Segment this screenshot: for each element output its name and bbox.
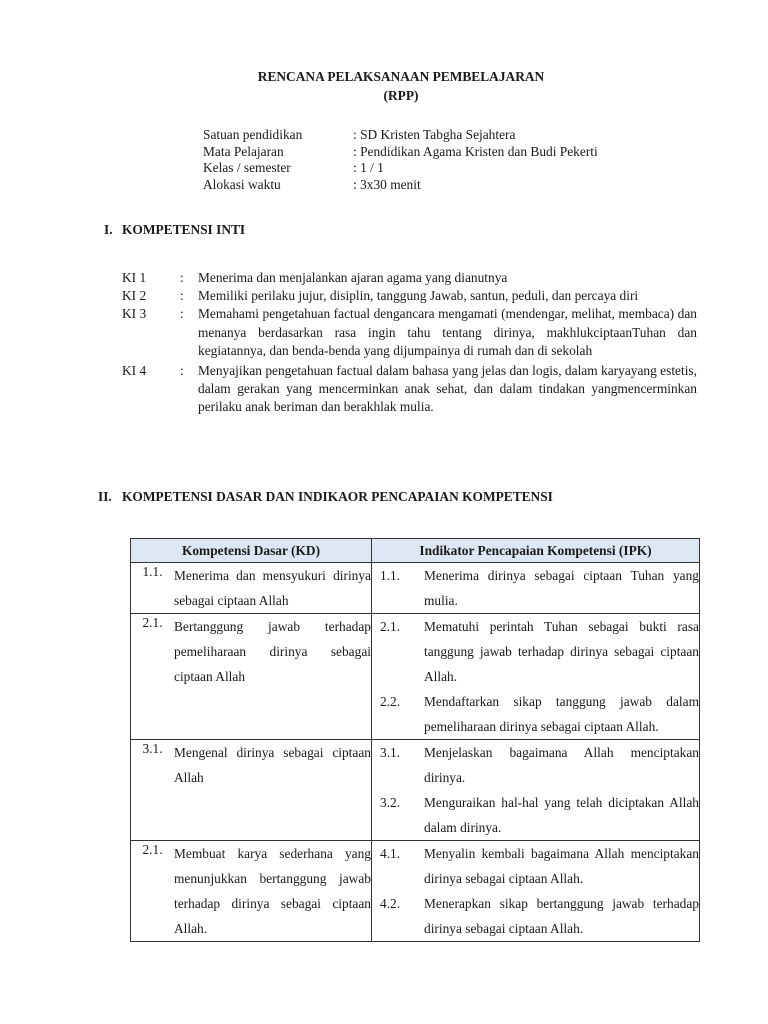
ipk-number: 4.1.: [380, 846, 401, 861]
ipk-item: [372, 740, 699, 790]
info-value: : 1 / 1: [353, 160, 384, 175]
section-number: I.: [104, 222, 113, 237]
ipk-text: Menerapkan sikap bertanggung jawab terhadap dirinya sebagai ciptaan Allah.: [424, 896, 699, 936]
info-row: [203, 177, 598, 194]
kd-cell: [131, 740, 372, 841]
table-row: [131, 841, 700, 942]
header-ipk: Indikator Pencapaian Kompetensi (IPK): [372, 539, 700, 563]
ki-colon: :: [180, 270, 184, 285]
info-label: Mata Pelajaran: [203, 143, 284, 159]
ki-text: Menerima dan menjalankan ajaran agama yang dianutnya: [198, 270, 508, 285]
ipk-number: 1.1.: [380, 568, 401, 583]
kd-number: 1.1.: [142, 564, 163, 579]
info-value: : 3x30 menit: [353, 176, 421, 192]
identity-block: [203, 127, 598, 193]
ki-item: [122, 269, 697, 287]
section-number: II.: [98, 489, 112, 504]
ipk-cell: [372, 841, 700, 942]
info-label: Alokasi waktu: [203, 176, 281, 192]
document-title: RENCANA PELAKSANAAN PEMBELAJARAN: [257, 69, 545, 84]
table-header-row: [131, 539, 700, 563]
info-value: : Pendidikan Agama Kristen dan Budi Pekerti: [353, 143, 598, 159]
table-row: [131, 740, 700, 841]
ki-code: KI 4: [122, 363, 147, 379]
kd-text: Bertanggung jawab terhadap pemeliharaan dirinya sebagai ciptaan Allah: [174, 619, 371, 684]
ipk-cell: [372, 563, 700, 614]
info-label: Kelas / semester: [203, 160, 291, 175]
info-label: Satuan pendidikan: [203, 127, 303, 142]
kd-text: Membuat karya sederhana yang menunjukkan bertanggung jawab terhadap dirinya sebagai ciptaan Allah.: [174, 846, 371, 936]
ki-text: Memahami pengetahuan factual dengancara mengamati (mendengar, melihat, membaca) dan menanya berdasarkan rasa ingin tahu tentang dirinya, makhlukciptaanTuhan dan kegiatannya, dan benda-benda yang dijumpainya di rumah dan di sekolah: [198, 306, 697, 358]
ipk-text: Menjelaskan bagaimana Allah menciptakan dirinya.: [424, 745, 699, 785]
ki-colon: :: [180, 363, 184, 379]
kd-cell: [131, 563, 372, 614]
ipk-text: Mendaftarkan sikap tanggung jawab dalam pemeliharaan dirinya sebagai ciptaan Allah.: [424, 694, 699, 734]
kd-text: Menerima dan mensyukuri dirinya sebagai ciptaan Allah: [174, 568, 371, 608]
section-heading-kd: [98, 488, 553, 506]
kompetensi-inti-list: [122, 269, 697, 417]
document-subtitle: (RPP): [383, 88, 419, 103]
ipk-text: Menguraikan hal-hal yang telah diciptakan Allah dalam dirinya.: [424, 795, 699, 835]
ki-colon: :: [180, 306, 184, 322]
ki-item: [122, 287, 697, 305]
ipk-number: 4.2.: [380, 896, 401, 911]
ipk-number: 3.1.: [380, 745, 401, 760]
info-row: [203, 127, 598, 144]
ki-item: [122, 362, 697, 417]
ipk-item: [372, 563, 699, 613]
kd-cell: [131, 614, 372, 740]
ipk-item: [372, 891, 699, 941]
ki-item: [122, 305, 697, 360]
ki-code: KI 2: [122, 288, 147, 304]
kd-text: Mengenal dirinya sebagai ciptaan Allah: [174, 745, 371, 785]
ipk-item: [372, 614, 699, 689]
ki-code: KI 3: [122, 306, 147, 322]
ki-text: Memiliki perilaku jujur, disiplin, tanggung Jawab, santun, peduli, dan percaya diri: [198, 288, 639, 304]
kd-number: 2.1.: [142, 615, 163, 630]
section-title: KOMPETENSI INTI: [122, 222, 246, 237]
ipk-cell: [372, 740, 700, 841]
ipk-text: Mematuhi perintah Tuhan sebagai bukti rasa tanggung jawab terhadap dirinya sebagai ciptaan Allah.: [424, 619, 699, 684]
ipk-text: Menyalin kembali bagaimana Allah menciptakan dirinya sebagai ciptaan Allah.: [424, 846, 699, 886]
ki-colon: :: [180, 288, 184, 304]
section-heading-ki: [104, 221, 245, 239]
table-row: [131, 614, 700, 740]
ipk-number: 3.2.: [380, 795, 401, 810]
kd-cell: [131, 841, 372, 942]
ipk-number: 2.1.: [380, 619, 401, 634]
ki-code: KI 1: [122, 270, 147, 285]
kd-number: 2.1.: [142, 842, 163, 857]
info-row: [203, 144, 598, 161]
table-row: [131, 563, 700, 614]
kd-ipk-table: [130, 538, 700, 942]
ipk-item: [372, 689, 699, 739]
ipk-text: Menerima dirinya sebagai ciptaan Tuhan yang mulia.: [424, 568, 699, 608]
ipk-number: 2.2.: [380, 694, 401, 709]
ipk-item: [372, 841, 699, 891]
header-kd: Kompetensi Dasar (KD): [131, 539, 372, 563]
ipk-cell: [372, 614, 700, 740]
ki-text: Menyajikan pengetahuan factual dalam bahasa yang jelas dan logis, dalam karyayang estetis, dalam gerakan yang mencerminkan anak sehat, dan dalam tindakan yangmencerminkan perilaku anak beriman dan berakhlak mulia.: [198, 363, 697, 415]
section-title: KOMPETENSI DASAR DAN INDIKAOR PENCAPAIAN KOMPETENSI: [122, 489, 553, 504]
ipk-item: [372, 790, 699, 840]
info-value: : SD Kristen Tabgha Sejahtera: [353, 127, 516, 142]
info-row: [203, 160, 598, 177]
kd-number: 3.1.: [142, 741, 163, 756]
